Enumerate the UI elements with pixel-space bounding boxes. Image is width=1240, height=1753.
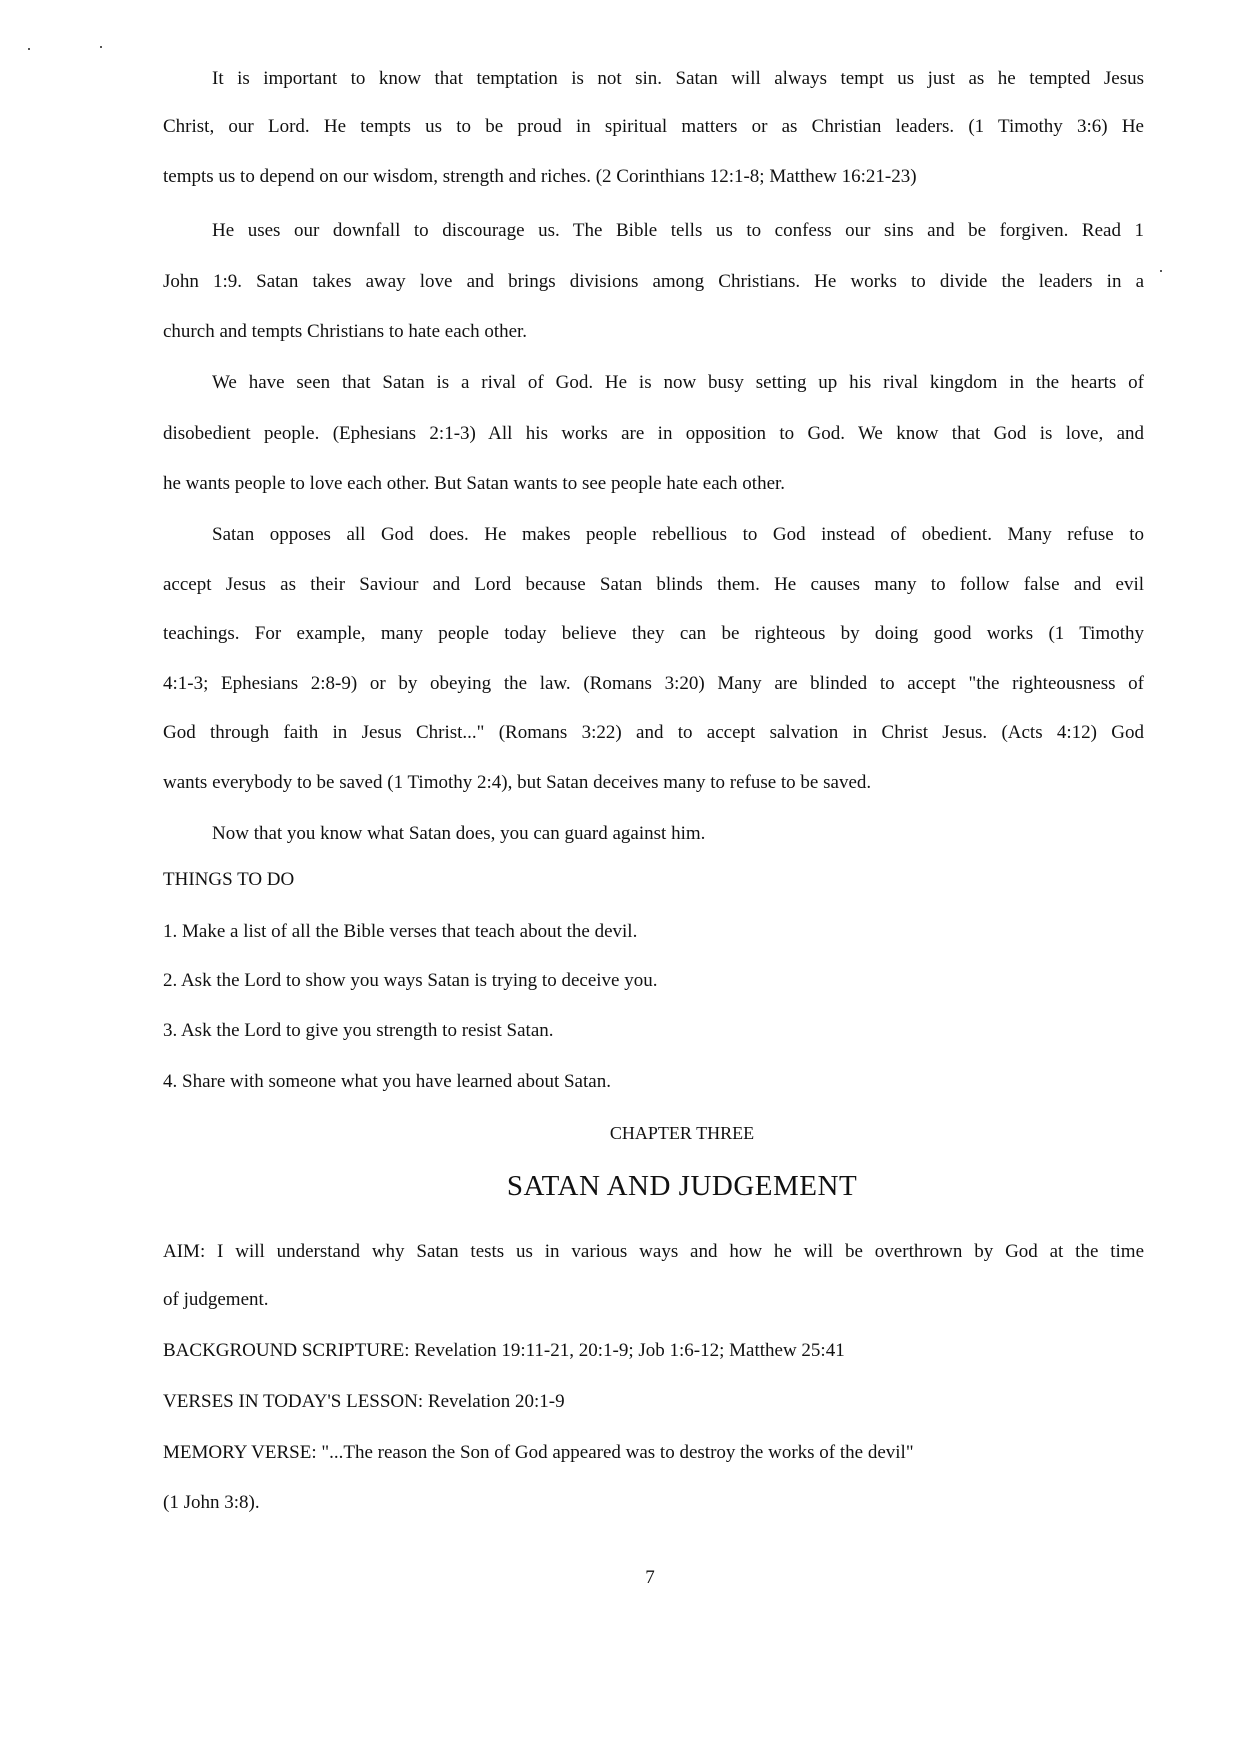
scan-speck [100,46,102,48]
paragraph-4-line-6: wants everybody to be saved (1 Timothy 2:4), but Satan deceives many to refuse to be saved. [163,772,872,793]
paragraph-4-line-4: 4:1-3; Ephesians 2:8-9) or by obeying the law. (Romans 3:20) Many are blinded to accept "the righteousness of [163,673,1144,694]
paragraph-3-line-1: We have seen that Satan is a rival of God. He is now busy setting up his rival kingdom in the hearts of [212,372,1144,393]
scan-speck [28,48,30,50]
paragraph-2-line-1: He uses our downfall to discourage us. The Bible tells us to confess our sins and be forgiven. Read 1 [212,220,1144,241]
paragraph-4-line-3: teachings. For example, many people today believe they can be righteous by doing good works (1 Timothy [163,623,1144,644]
paragraph-2-line-2: John 1:9. Satan takes away love and brings divisions among Christians. He works to divide the leaders in a [163,271,1144,292]
paragraph-1-line-2: Christ, our Lord. He tempts us to be proud in spiritual matters or as Christian leaders. (1 Timothy 3:6) He [163,116,1144,137]
aim-line-1: AIM: I will understand why Satan tests us in various ways and how he will be overthrown by God at the time [163,1241,1144,1262]
verses-in-lesson: VERSES IN TODAY'S LESSON: Revelation 20:1-9 [163,1391,565,1412]
chapter-title: SATAN AND JUDGEMENT [506,1170,858,1202]
things-to-do-heading: THINGS TO DO [163,869,295,890]
paragraph-3-line-3: he wants people to love each other. But Satan wants to see people hate each other. [163,473,786,494]
todo-item-2: 2. Ask the Lord to show you ways Satan is trying to deceive you. [163,970,658,991]
scan-speck [1160,270,1162,272]
aim-line-2: of judgement. [163,1289,269,1310]
paragraph-4-line-2: accept Jesus as their Saviour and Lord because Satan blinds them. He causes many to follow false and evil [163,574,1144,595]
todo-item-1: 1. Make a list of all the Bible verses that teach about the devil. [163,921,638,942]
paragraph-1-line-3: tempts us to depend on our wisdom, strength and riches. (2 Corinthians 12:1-8; Matthew 16:21-23) [163,166,917,187]
paragraph-4-line-1: Satan opposes all God does. He makes people rebellious to God instead of obedient. Many refuse to [212,524,1144,545]
paragraph-2-line-3: church and tempts Christians to hate each other. [163,321,528,342]
todo-item-4: 4. Share with someone what you have learned about Satan. [163,1071,611,1092]
memory-verse-line-1: MEMORY VERSE: "...The reason the Son of God appeared was to destroy the works of the devil" [163,1442,914,1463]
paragraph-1-line-1: It is important to know that temptation is not sin. Satan will always tempt us just as he tempted Jesus [212,68,1144,89]
paragraph-4-line-5: God through faith in Jesus Christ..." (Romans 3:22) and to accept salvation in Christ Jesus. (Acts 4:12) God [163,722,1144,743]
memory-verse-line-2: (1 John 3:8). [163,1492,260,1513]
paragraph-5-line-1: Now that you know what Satan does, you can guard against him. [212,823,706,844]
chapter-label: CHAPTER THREE [609,1123,755,1143]
todo-item-3: 3. Ask the Lord to give you strength to resist Satan. [163,1020,554,1041]
page-number: 7 [645,1567,655,1588]
background-scripture: BACKGROUND SCRIPTURE: Revelation 19:11-21, 20:1-9; Job 1:6-12; Matthew 25:41 [163,1340,845,1361]
paragraph-3-line-2: disobedient people. (Ephesians 2:1-3) All his works are in opposition to God. We know that God is love, and [163,423,1144,444]
